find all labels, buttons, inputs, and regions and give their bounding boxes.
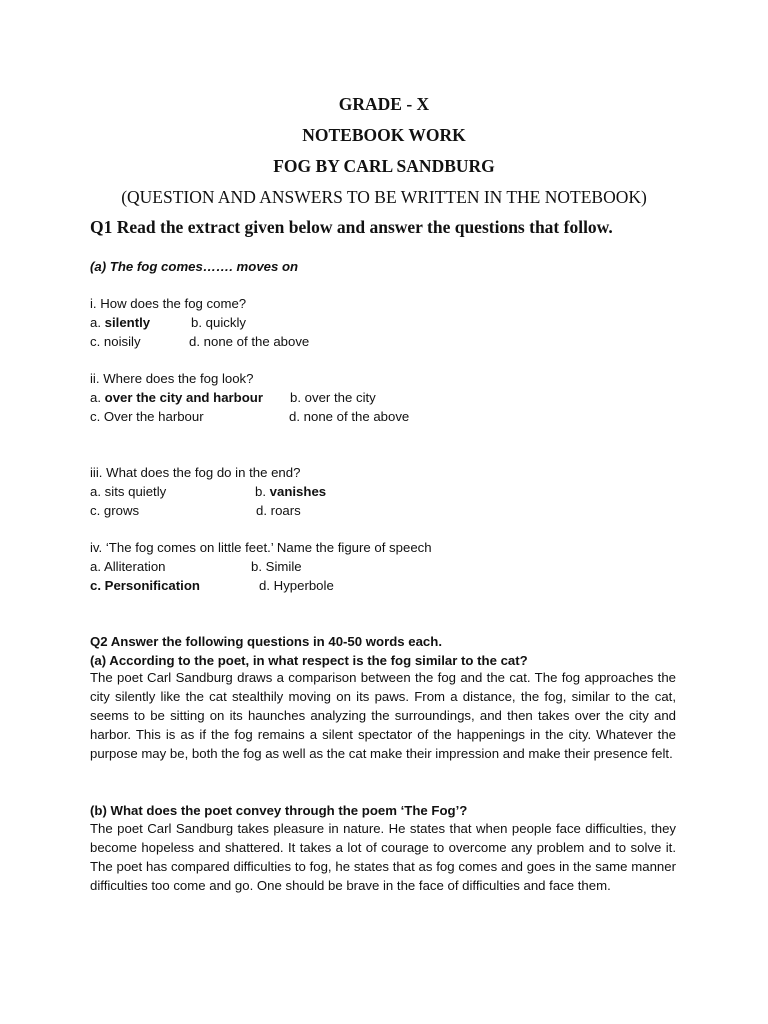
question-3: iii. What does the fog do in the end? <box>90 465 301 480</box>
instruction-line: (QUESTION AND ANSWERS TO BE WRITTEN IN THE NOTEBOOK) <box>121 187 647 207</box>
option-3d: d. roars <box>256 503 301 518</box>
option-1a: a. silently <box>90 315 151 330</box>
option-3a: a. sits quietly <box>90 484 167 499</box>
option-4a: a. Alliteration <box>90 559 166 574</box>
q2a-question: (a) According to the poet, in what respect is the fog similar to the cat? <box>90 653 528 668</box>
poem-title: FOG BY CARL SANDBURG <box>273 156 495 176</box>
option-3c: c. grows <box>90 503 140 518</box>
option-4d: d. Hyperbole <box>259 578 334 593</box>
q2b-answer: The poet Carl Sandburg takes pleasure in nature. He states that when people face difficulties, they become hopeless and shattered. It takes a lot of courage to overcome any problem and to solve it. The poet has compared difficulties to fog, he states that as fog comes and goes in the same manner difficulties too come and go. One should be brave in the face of difficulties and face them. <box>90 821 676 893</box>
question-4: iv. ‘The fog comes on little feet.’ Name the figure of speech <box>90 540 432 555</box>
notebook-work-title: NOTEBOOK WORK <box>302 125 466 145</box>
option-1d: d. none of the above <box>189 334 310 349</box>
option-2c: c. Over the harbour <box>90 409 204 424</box>
q2b-question: (b) What does the poet convey through the poem ‘The Fog’? <box>90 803 468 818</box>
correct-answer: vanishes <box>269 484 327 499</box>
option-1c: c. noisily <box>90 334 141 349</box>
option-4b: b. Simile <box>251 559 302 574</box>
q1-heading: Q1 Read the extract given below and answer the questions that follow. <box>90 217 613 237</box>
option-1b: b. quickly <box>191 315 246 330</box>
option-4c-correct-answer: c. Personification <box>90 578 200 593</box>
q2a-answer: The poet Carl Sandburg draws a comparison between the fog and the cat. The fog approaches the city silently like the cat stealthily moving on its paws. From a distance, the fog, similar to the cat, seems to be sitting on its haunches analyzing the surroundings, and then takes over the city and harbor. This is as if the fog remains a silent spectator of the happenings in the city. Whatever the purpose may be, both the fog as well as the cat make their impression and make their presence felt. <box>90 670 676 761</box>
option-2b: b. over the city <box>290 390 376 405</box>
correct-answer: silently <box>104 315 151 330</box>
option-2d: d. none of the above <box>289 409 410 424</box>
question-2: ii. Where does the fog look? <box>90 371 254 386</box>
question-1: i. How does the fog come? <box>90 296 247 311</box>
q1-extract-reference: (a) The fog comes……. moves on <box>90 259 299 274</box>
option-2a: a. over the city and harbour <box>90 390 263 405</box>
q2-heading: Q2 Answer the following questions in 40-50 words each. <box>90 634 442 649</box>
option-3b: b. vanishes <box>255 484 327 499</box>
correct-answer: over the city and harbour <box>104 390 263 405</box>
grade-title: GRADE - X <box>338 94 430 114</box>
